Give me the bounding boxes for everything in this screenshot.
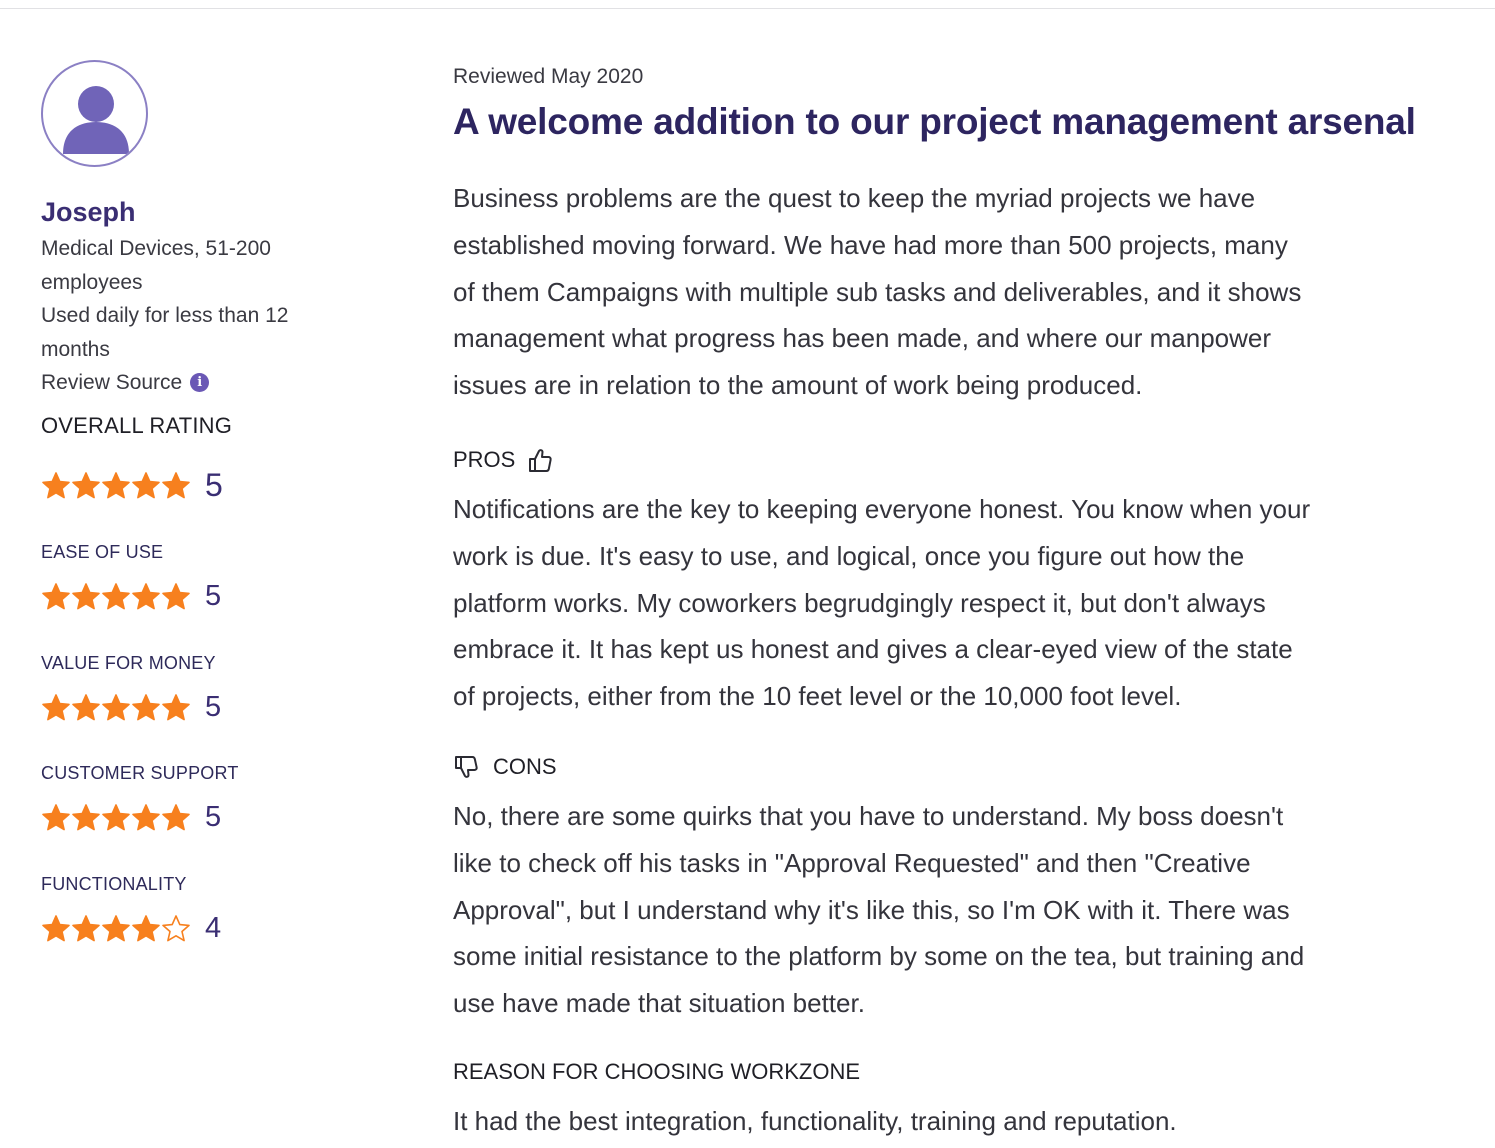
summary-line: of them Campaigns with multiple sub tasks and deliverables, and it shows bbox=[453, 276, 1302, 307]
overall-rating-label: OVERALL RATING bbox=[41, 413, 233, 438]
top-divider bbox=[0, 8, 1495, 9]
avatar bbox=[41, 60, 148, 167]
star-filled-icon bbox=[101, 582, 131, 612]
review-date: Reviewed May 2020 bbox=[453, 65, 644, 88]
ease-of-use-rating bbox=[41, 580, 371, 613]
value-for-money-label: VALUE FOR MONEY bbox=[41, 653, 216, 673]
customer-support-label: CUSTOMER SUPPORT bbox=[41, 763, 239, 783]
cons-line: use have made that situation better. bbox=[453, 988, 865, 1019]
reviewer-company-size: employees bbox=[41, 270, 143, 294]
reviewer-company: Medical Devices, 51-200 bbox=[41, 237, 271, 260]
summary-line: management what progress has been made, and where our manpower bbox=[453, 323, 1272, 354]
star-filled-icon bbox=[71, 914, 101, 944]
summary-line: Business problems are the quest to keep the myriad projects we have bbox=[453, 183, 1256, 213]
reason-heading bbox=[453, 1057, 1463, 1087]
overall-rating-value: 5 bbox=[205, 467, 223, 503]
cons-line: Approval", but I understand why it's like this, so I'm OK with it. There was bbox=[453, 894, 1290, 925]
pros-heading bbox=[453, 445, 1463, 475]
ease-of-use-stars bbox=[41, 582, 191, 612]
cons-line: some initial resistance to the platform by some on the tea, but training and bbox=[453, 941, 1305, 972]
star-filled-icon bbox=[101, 803, 131, 833]
review-title: A welcome addition to our project management arsenal bbox=[453, 101, 1416, 142]
thumbs-down-icon bbox=[453, 754, 479, 780]
reason-label: REASON FOR CHOOSING WORKZONE bbox=[453, 1058, 861, 1084]
reviewer-name: Joseph bbox=[41, 197, 136, 227]
pros-line: embrace it. It has kept us honest and gives a clear-eyed view of the state bbox=[453, 634, 1293, 665]
star-empty-icon bbox=[161, 914, 191, 944]
pros-line: Notifications are the key to keeping everyone honest. You know when your bbox=[453, 493, 1311, 524]
pros-label: PROS bbox=[453, 446, 516, 472]
star-filled-icon bbox=[41, 582, 71, 612]
value-for-money-stars bbox=[41, 693, 191, 723]
star-filled-icon bbox=[161, 693, 191, 723]
functionality-label: FUNCTIONALITY bbox=[41, 874, 187, 894]
overall-rating bbox=[41, 467, 371, 504]
star-filled-icon bbox=[101, 914, 131, 944]
value-for-money-value: 5 bbox=[205, 691, 222, 723]
cons-line: No, there are some quirks that you have to understand. My boss doesn't bbox=[453, 800, 1284, 831]
functionality-rating bbox=[41, 912, 371, 945]
cons-label: CONS bbox=[493, 753, 557, 779]
review-content bbox=[453, 60, 1463, 1145]
star-filled-icon bbox=[41, 803, 71, 833]
star-filled-icon bbox=[101, 693, 131, 723]
pros-line: of projects, either from the 10 feet level or the 10,000 foot level. bbox=[453, 681, 1182, 712]
user-icon bbox=[43, 62, 148, 167]
star-filled-icon bbox=[101, 471, 131, 501]
pros-line: platform works. My coworkers begrudgingly respect it, but don't always bbox=[453, 587, 1266, 618]
star-filled-icon bbox=[41, 693, 71, 723]
reviewer-usage: Used daily for less than 12 bbox=[41, 304, 289, 327]
thumbs-up-icon bbox=[527, 447, 553, 473]
ease-of-use-label: EASE OF USE bbox=[41, 542, 164, 562]
overall-stars bbox=[41, 471, 191, 501]
star-filled-icon bbox=[71, 471, 101, 501]
ease-of-use-value: 5 bbox=[205, 580, 222, 612]
star-filled-icon bbox=[161, 582, 191, 612]
pros-line: work is due. It's easy to use, and logical, once you figure out how the bbox=[453, 540, 1245, 571]
cons-text bbox=[453, 793, 1463, 1027]
star-filled-icon bbox=[161, 471, 191, 501]
reviewer-usage-cont: months bbox=[41, 337, 110, 361]
review-source-label: Review Source bbox=[41, 371, 183, 394]
value-for-money-rating bbox=[41, 691, 371, 724]
summary-line: established moving forward. We have had more than 500 projects, many bbox=[453, 229, 1288, 260]
star-filled-icon bbox=[71, 693, 101, 723]
star-filled-icon bbox=[131, 582, 161, 612]
review-summary bbox=[453, 175, 1463, 409]
reason-text: It had the best integration, functionality, training and reputation. bbox=[453, 1105, 1177, 1136]
info-icon[interactable]: i bbox=[190, 373, 209, 392]
star-filled-icon bbox=[131, 914, 161, 944]
cons-heading bbox=[453, 752, 1463, 782]
pros-text bbox=[453, 486, 1463, 720]
star-filled-icon bbox=[131, 803, 161, 833]
review-source[interactable] bbox=[41, 366, 371, 399]
reviewer-panel bbox=[41, 60, 371, 945]
star-filled-icon bbox=[41, 914, 71, 944]
star-filled-icon bbox=[131, 471, 161, 501]
summary-line: issues are in relation to the amount of work being produced. bbox=[453, 370, 1143, 401]
star-filled-icon bbox=[71, 803, 101, 833]
customer-support-rating bbox=[41, 801, 371, 834]
star-filled-icon bbox=[71, 582, 101, 612]
functionality-value: 4 bbox=[205, 912, 222, 944]
customer-support-value: 5 bbox=[205, 801, 222, 833]
star-filled-icon bbox=[161, 803, 191, 833]
star-filled-icon bbox=[131, 693, 161, 723]
cons-line: like to check off his tasks in "Approval Requested" and then "Creative bbox=[453, 847, 1251, 878]
functionality-stars bbox=[41, 914, 191, 944]
star-filled-icon bbox=[41, 471, 71, 501]
customer-support-stars bbox=[41, 803, 191, 833]
